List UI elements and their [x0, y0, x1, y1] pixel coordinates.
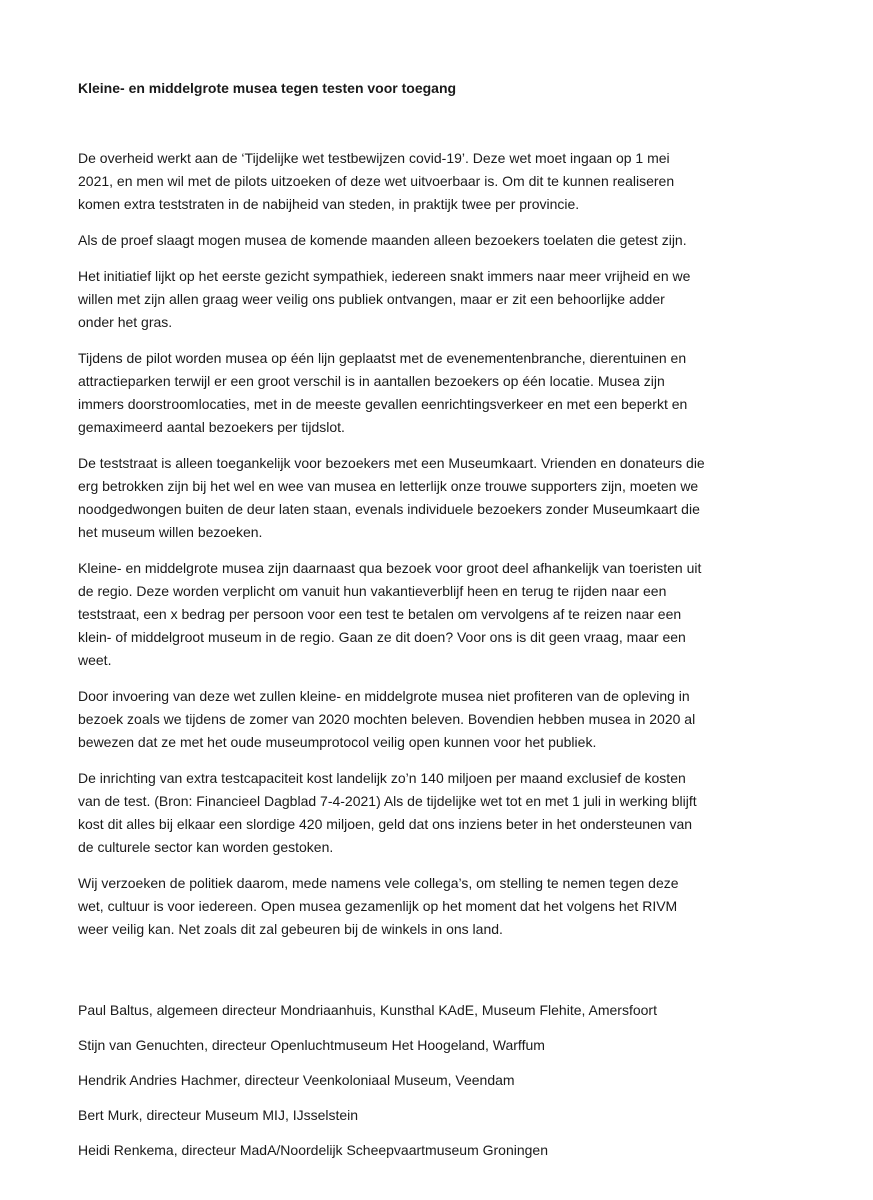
document-title: Kleine- en middelgrote musea tegen testen voor toegang [78, 80, 457, 96]
paragraph-line: Wij verzoeken de politiek daarom, mede namens vele collega’s, om stelling te nemen tegen deze [78, 875, 679, 891]
paragraph-line: onder het gras. [78, 314, 173, 330]
paragraph [78, 347, 818, 439]
paragraph-line: weet. [78, 652, 112, 668]
paragraph-line: immers doorstroomlocaties, met in de meeste gevallen eenrichtingsverkeer en met een beperkt en [78, 396, 688, 412]
paragraph-line: De inrichting van extra testcapaciteit kost landelijk zo’n 140 miljoen per maand exclusief de kosten [78, 770, 686, 786]
signatory: Heidi Renkema, directeur MadA/Noordelijk Scheepvaartmuseum Groningen [78, 1142, 549, 1158]
paragraph [78, 452, 818, 544]
paragraph-line: kost dit alles bij elkaar een slordige 420 miljoen, geld dat ons inziens beter in het ondersteunen van [78, 816, 693, 832]
paragraph [78, 872, 818, 941]
paragraph [78, 265, 818, 334]
paragraph-line: willen met zijn allen graag weer veilig ons publiek ontvangen, maar er zit een behoorlijke adder [78, 291, 665, 307]
paragraph-line: teststraat, een x bedrag per persoon voor een test te betalen om vervolgens af te reizen naar een [78, 606, 682, 622]
paragraph-line: bezoek zoals we tijdens de zomer van 2020 mochten beleven. Bovendien hebben musea in 2020 al [78, 711, 696, 727]
paragraph-line: erg betrokken zijn bij het wel en wee van musea en letterlijk onze trouwe supporters zijn, moeten we [78, 478, 699, 494]
signatories-list [78, 999, 657, 1174]
paragraph-line: Door invoering van deze wet zullen kleine- en middelgrote musea niet profiteren van de opleving in [78, 688, 690, 704]
paragraph-line: De overheid werkt aan de ‘Tijdelijke wet testbewijzen covid-19’. Deze wet moet ingaan op 1 mei [78, 150, 670, 166]
signatory: Paul Baltus, algemeen directeur Mondriaanhuis, Kunsthal KAdE, Museum Flehite, Amersfoort [78, 1002, 657, 1018]
paragraph-line: 2021, en men wil met de pilots uitzoeken of deze wet uitvoerbaar is. Om dit te kunnen realiseren [78, 173, 675, 189]
paragraph-line: Kleine- en middelgrote musea zijn daarnaast qua bezoek voor groot deel afhankelijk van toeristen uit [78, 560, 702, 576]
paragraph [78, 147, 818, 216]
paragraph-line: van de test. (Bron: Financieel Dagblad 7-4-2021) Als de tijdelijke wet tot en met 1 juli in werking blijft [78, 793, 697, 809]
signatory: Hendrik Andries Hachmer, directeur Veenkoloniaal Museum, Veendam [78, 1072, 515, 1088]
paragraph [78, 557, 818, 672]
paragraph-line: de culturele sector kan worden gestoken. [78, 839, 334, 855]
paragraph-line: het museum willen bezoeken. [78, 524, 263, 540]
signatory: Stijn van Genuchten, directeur Openluchtmuseum Het Hoogeland, Warffum [78, 1037, 545, 1053]
paragraph-line: noodgedwongen buiten de deur laten staan, evenals individuele bezoekers zonder Museumkaart die [78, 501, 700, 517]
paragraph-line: De teststraat is alleen toegankelijk voor bezoekers met een Museumkaart. Vrienden en donateurs die [78, 455, 705, 471]
signatory: Bert Murk, directeur Museum MIJ, IJsselstein [78, 1107, 359, 1123]
paragraph-line: gemaximeerd aantal bezoekers per tijdslot. [78, 419, 345, 435]
paragraph [78, 229, 818, 252]
paragraph [78, 685, 818, 754]
paragraph [78, 767, 818, 859]
paragraph-line: Het initiatief lijkt op het eerste gezicht sympathiek, iedereen snakt immers naar meer vrijheid en we [78, 268, 691, 284]
paragraph-line: weer veilig kan. Net zoals dit zal gebeuren bij de winkels in ons land. [78, 921, 503, 937]
paragraph-line: wet, cultuur is voor iedereen. Open musea gezamenlijk op het moment dat het volgens het RIVM [78, 898, 678, 914]
paragraph-line: Als de proef slaagt mogen musea de komende maanden alleen bezoekers toelaten die getest zijn. [78, 232, 687, 248]
document-body [78, 147, 818, 954]
paragraph-line: komen extra teststraten in de nabijheid van steden, in praktijk twee per provincie. [78, 196, 580, 212]
paragraph-line: Tijdens de pilot worden musea op één lijn geplaatst met de evenementenbranche, dierentuinen en [78, 350, 687, 366]
paragraph-line: bewezen dat ze met het oude museumprotocol veilig open kunnen voor het publiek. [78, 734, 597, 750]
paragraph-line: klein- of middelgroot museum in de regio. Gaan ze dit doen? Voor ons is dit geen vraag, maar een [78, 629, 686, 645]
paragraph-line: attractieparken terwijl er een groot verschil is in aantallen bezoekers op één locatie. Musea zijn [78, 373, 665, 389]
paragraph-line: de regio. Deze worden verplicht om vanuit hun vakantieverblijf heen en terug te rijden naar een [78, 583, 667, 599]
